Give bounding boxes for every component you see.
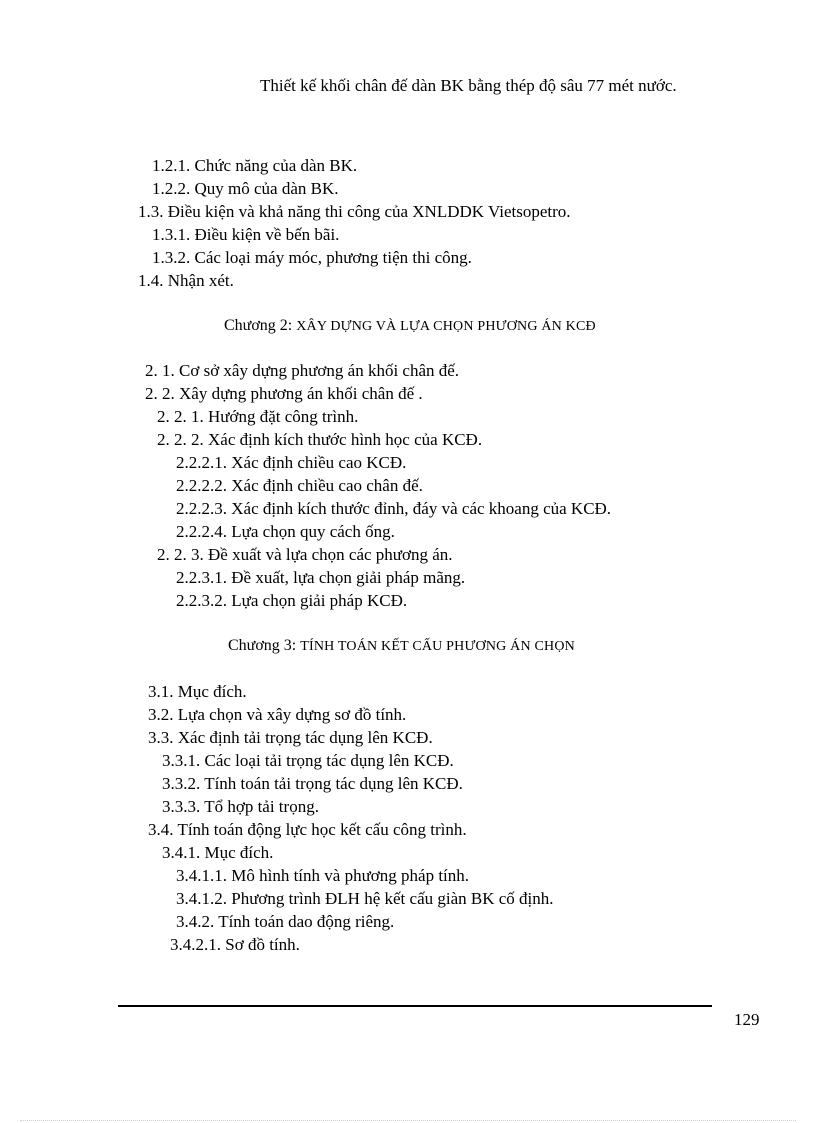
chapter-heading bbox=[224, 316, 596, 337]
toc-entry: 3.4.1.1. Mô hình tính và phương pháp tính. bbox=[176, 866, 470, 885]
toc-entry: 2.2.3.1. Đề xuất, lựa chọn giải pháp mãng. bbox=[176, 568, 466, 587]
toc-entry: 2. 2. 1. Hướng đặt công trình. bbox=[157, 407, 359, 426]
toc-entry: 3.4.2. Tính toán dao động riêng. bbox=[176, 912, 395, 931]
chapter-heading bbox=[228, 636, 575, 657]
toc-entry: 3.1. Mục đích. bbox=[148, 682, 247, 701]
toc-entry: 1.3.2. Các loại máy móc, phương tiện thi công. bbox=[152, 248, 472, 267]
chapter-label: Chương 3: bbox=[228, 637, 297, 654]
toc-entry: 3.4.1. Mục đích. bbox=[162, 843, 274, 862]
toc-entry: 3.4.2.1. Sơ đồ tính. bbox=[170, 935, 300, 954]
toc-entry: 3.4. Tính toán động lực học kết cấu công trình. bbox=[148, 820, 467, 839]
running-header: Thiết kế khối chân đế dàn BK bằng thép độ sâu 77 mét nước. bbox=[260, 76, 677, 95]
toc-entry: 1.3.1. Điều kiện về bến bãi. bbox=[152, 225, 340, 244]
toc-entry: 3.3.1. Các loại tải trọng tác dụng lên KCĐ. bbox=[162, 751, 454, 770]
toc-entry: 1.2.2. Quy mô của dàn BK. bbox=[152, 179, 339, 198]
toc-entry: 2.2.2.2. Xác định chiều cao chân đế. bbox=[176, 476, 423, 495]
toc-entry: 2. 2. 3. Đề xuất và lựa chọn các phương án. bbox=[157, 545, 453, 564]
toc-entry: 3.3.3. Tổ hợp tải trọng. bbox=[162, 797, 319, 816]
chapter-label: Chương 2: bbox=[224, 317, 293, 334]
toc-entry: 2. 1. Cơ sở xây dựng phương án khối chân đế. bbox=[145, 361, 460, 380]
page-number: 129 bbox=[734, 1010, 760, 1029]
toc-entry: 2.2.3.2. Lựa chọn giải pháp KCĐ. bbox=[176, 591, 408, 610]
toc-entry: 2.2.2.4. Lựa chọn quy cách ống. bbox=[176, 522, 395, 541]
toc-entry: 1.2.1. Chức năng của dàn BK. bbox=[152, 156, 358, 175]
toc-entry: 2.2.2.1. Xác định chiều cao KCĐ. bbox=[176, 453, 407, 472]
toc-entry: 3.4.1.2. Phương trình ĐLH hệ kết cấu giàn BK cố định. bbox=[176, 889, 554, 908]
toc-entry: 2. 2. 2. Xác định kích thước hình học của KCĐ. bbox=[157, 430, 483, 449]
toc-entry: 3.3. Xác định tải trọng tác dụng lên KCĐ. bbox=[148, 728, 433, 747]
page-bottom-border bbox=[20, 1120, 796, 1121]
toc-entry: 3.2. Lựa chọn và xây dựng sơ đồ tính. bbox=[148, 705, 407, 724]
toc-entry: 2. 2. Xây dựng phương án khối chân đế . bbox=[145, 384, 423, 403]
footer-rule bbox=[118, 1005, 712, 1007]
chapter-title: XÂY DỰNG VÀ LỰA CHỌN PHƯƠNG ÁN KCĐ bbox=[296, 319, 596, 334]
toc-entry: 1.4. Nhận xét. bbox=[138, 271, 234, 290]
toc-entry: 2.2.2.3. Xác định kích thước đỉnh, đáy và các khoang của KCĐ. bbox=[176, 499, 612, 518]
toc-entry: 1.3. Điều kiện và khả năng thi công của XNLDDK Vietsopetro. bbox=[138, 202, 571, 221]
chapter-title: TÍNH TOÁN KẾT CẤU PHƯƠNG ÁN CHỌN bbox=[300, 639, 575, 654]
toc-entry: 3.3.2. Tính toán tải trọng tác dụng lên KCĐ. bbox=[162, 774, 463, 793]
